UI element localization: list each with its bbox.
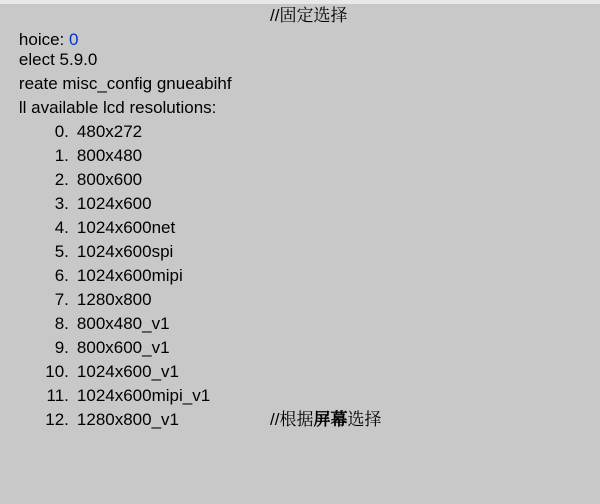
list-item-label: 800x600_v1 [76, 338, 170, 357]
list-item[interactable] [0, 216, 600, 261]
list-item-index: 0. [54, 122, 69, 141]
list-item[interactable] [0, 120, 600, 165]
list-item[interactable] [0, 312, 600, 357]
choice-comment-final [270, 408, 381, 432]
terminal-line-available-header [0, 72, 600, 117]
terminal-line-select [0, 24, 600, 69]
list-item-label: 1024x600mipi [76, 266, 183, 285]
list-item-index: 2. [54, 170, 69, 189]
available-header-text: ll available lcd resolutions: [18, 98, 217, 117]
terminal-line-create [0, 48, 600, 93]
choice-label-first: hoice: [18, 30, 69, 49]
list-item[interactable] [0, 288, 600, 333]
comment-bold-text: 屏幕 [313, 410, 348, 429]
choice-value-first: 0 [69, 30, 79, 49]
list-item-label: 1024x600_v1 [76, 362, 179, 381]
list-item-index: 4. [54, 218, 69, 237]
list-item-label: 1024x600mipi_v1 [76, 386, 211, 405]
list-item[interactable] [0, 240, 600, 285]
list-item-label: 800x480_v1 [76, 314, 170, 333]
choice-comment-first: //固定选择 [270, 6, 348, 25]
terminal-line-choice-final[interactable] [0, 408, 600, 432]
list-item[interactable] [0, 192, 600, 237]
list-item[interactable] [0, 168, 600, 213]
list-item-index: 5. [54, 242, 69, 261]
list-item[interactable] [0, 360, 600, 405]
list-item[interactable] [0, 96, 600, 141]
list-item-index: 9. [54, 338, 69, 357]
list-item-index: 6. [54, 266, 69, 285]
list-item-label: 1280x800_v1 [76, 410, 179, 429]
list-item-label: 1024x600spi [76, 242, 174, 261]
list-item-index: 11. [46, 386, 69, 405]
list-item[interactable] [0, 264, 600, 309]
list-item-label: 480x272 [76, 122, 143, 141]
list-item-index: 3. [54, 194, 69, 213]
list-item-index: 10. [45, 362, 69, 381]
list-item-label: 800x480 [76, 146, 143, 165]
terminal-bottom-edge [0, 432, 600, 450]
list-item-label: 800x600 [76, 170, 143, 189]
list-item-index: 7. [54, 290, 69, 309]
list-item-label: 1280x800 [76, 290, 152, 309]
list-item[interactable] [0, 144, 600, 189]
create-text: reate misc_config gnueabihf [18, 74, 232, 93]
list-item-label: 1024x600net [76, 218, 176, 237]
comment-post-text: 选择 [347, 410, 382, 429]
list-item-index: 1. [54, 146, 69, 165]
list-item[interactable] [0, 336, 600, 381]
list-item-index: 8. [54, 314, 69, 333]
select-text: elect 5.9.0 [18, 50, 98, 69]
list-item-index: 12. [45, 410, 69, 429]
comment-pre-text: //根据 [270, 410, 314, 429]
list-item-label: 1024x600 [76, 194, 152, 213]
